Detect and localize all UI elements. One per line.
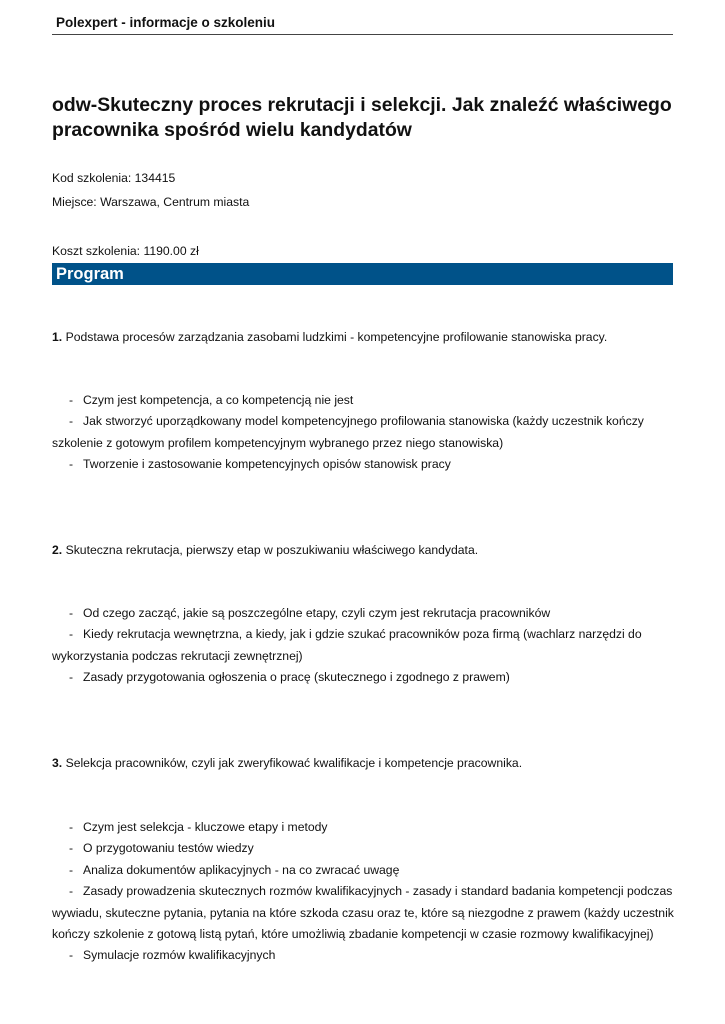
course-cost: Koszt szkolenia: 1190.00 zł — [52, 244, 199, 258]
dash-bullet: - — [69, 841, 74, 856]
page-header — [52, 13, 673, 35]
list-item — [52, 945, 677, 966]
dash-bullet: - — [69, 948, 74, 963]
course-code: Kod szkolenia: 134415 — [52, 171, 176, 185]
list-item-text: Tworzenie i zastosowanie kompetencyjnych opisów stanowisk pracy — [83, 457, 451, 472]
program-section-heading — [52, 542, 677, 558]
list-item — [52, 667, 677, 688]
program-section-heading — [52, 329, 677, 345]
list-item — [52, 603, 677, 624]
dash-bullet: - — [69, 627, 74, 642]
list-item — [52, 454, 677, 475]
dash-bullet: - — [69, 457, 74, 472]
list-item-text: Jak stworzyć uporządkowany model kompetencyjnego profilowania stanowiska (każdy uczestnik kończy szkolenie z gotowym profilem kompetencyjnym wybranego przez niego stanowiska) — [52, 414, 644, 450]
list-item — [52, 411, 677, 454]
section-item-list — [52, 390, 677, 476]
course-title: odw-Skuteczny proces rekrutacji i selekcji. Jak znaleźć właściwego pracownika spośród wielu kandydatów — [52, 94, 672, 141]
section-number: 2. — [52, 543, 63, 557]
list-item-text: Od czego zacząć, jakie są poszczególne etapy, czyli czym jest rekrutacja pracowników — [83, 606, 551, 620]
section-item-list — [52, 817, 677, 967]
list-item — [52, 860, 677, 881]
list-item-text: Zasady przygotowania ogłoszenia o pracę (skutecznego i zgodnego z prawem) — [83, 670, 510, 685]
list-item-text: Czym jest kompetencja, a co kompetencją nie jest — [83, 393, 354, 407]
section-item-list — [52, 603, 677, 689]
list-item-text: Kiedy rekrutacja wewnętrzna, a kiedy, jak i gdzie szukać pracowników poza firmą (wachlarz narzędzi do wykorzystania podczas rekrutacji zewnętrznej) — [52, 627, 642, 663]
program-section-heading — [52, 755, 677, 771]
dash-bullet: - — [69, 670, 74, 685]
section-number: 1. — [52, 330, 63, 344]
dash-bullet: - — [69, 414, 74, 429]
list-item — [52, 390, 677, 411]
dash-bullet: - — [69, 606, 74, 620]
list-item — [52, 881, 677, 945]
list-item-text: Zasady prowadzenia skutecznych rozmów kwalifikacyjnych - zasady i standard badania kompetencji podczas wywiadu, skuteczne pytania, pytania na które szkoda czasu oraz te, które są niezgodne z prawem (każdy uczestnik kończy szkolenie z gotową listą pytań, które umożliwią zbadanie kompetencji w czasie rozmowy kwalifikacyjnej) — [52, 884, 674, 942]
dash-bullet: - — [69, 884, 74, 899]
list-item-text: Czym jest selekcja - kluczowe etapy i metody — [83, 820, 328, 834]
program-heading: Program — [56, 265, 124, 283]
list-item-text: O przygotowaniu testów wiedzy — [83, 841, 254, 856]
dash-bullet: - — [69, 862, 74, 877]
dash-bullet: - — [69, 393, 74, 407]
course-place: Miejsce: Warszawa, Centrum miasta — [52, 195, 250, 209]
list-item-text: Symulacje rozmów kwalifikacyjnych — [83, 948, 276, 963]
list-item-text: Analiza dokumentów aplikacyjnych - na co zwracać uwagę — [83, 862, 400, 877]
list-item — [52, 624, 677, 667]
section-title: Skuteczna rekrutacja, pierwszy etap w poszukiwaniu właściwego kandydata. — [65, 543, 479, 557]
dash-bullet: - — [69, 820, 74, 834]
program-heading-bar — [52, 263, 673, 285]
list-item — [52, 838, 677, 859]
section-number: 3. — [52, 756, 63, 770]
section-title: Podstawa procesów zarządzania zasobami ludzkimi - kompetencyjne profilowanie stanowiska pracy. — [65, 330, 608, 344]
section-title: Selekcja pracowników, czyli jak zweryfikować kwalifikacje i kompetencje pracownika. — [65, 756, 523, 770]
header-title: Polexpert - informacje o szkoleniu — [56, 15, 276, 30]
list-item — [52, 817, 677, 838]
